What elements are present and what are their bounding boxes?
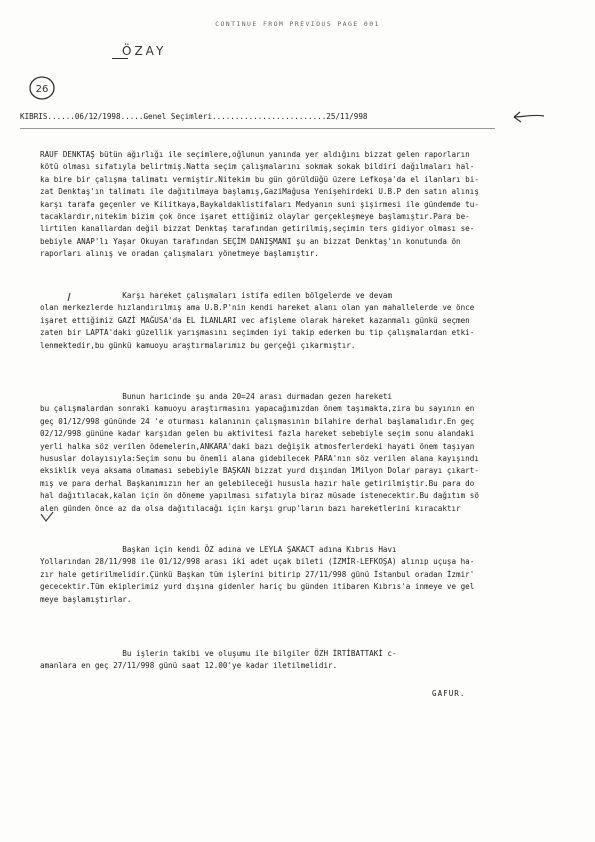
handwritten-arrow-icon	[510, 108, 546, 126]
text-line: gececektir.Tüm ekiplerimiz yurd dışına gidenler hariç bu günden itibaren Kıbrıs'a inmeye ve gel	[40, 582, 475, 592]
text-line: amanlara en geç 27/11/998 günü saat 12.00'ye kadar iletilmelidir.	[40, 661, 338, 671]
text-line: lenmektedir,bu günkü kamuoyu araştırmalarımız bu gerçeği çıkarmıştır.	[40, 340, 356, 350]
paragraph-2	[40, 290, 570, 352]
text-line: mış ve para derhal Başkanımızın her an gelebileceği hususla hazır hale getirilmiştir.Bu para do	[40, 478, 475, 488]
stamp-mark	[112, 58, 128, 59]
text-line: karşı tarafa geçenler ve Kilitkaya,Baykaldaklistifaları Medyanın suni şişirmesi ile gündemde tu-	[40, 199, 479, 209]
text-line: Karşı hareket çalışmaları istifa edilen bölgelerde ve devam	[40, 291, 393, 300]
paragraph-1	[40, 149, 570, 261]
header-rule	[20, 128, 495, 129]
text-line: ka bire bir çalışma talimatı vermiştir.Nitekim bu gün görüldüğü üzere Lefkoşa'da el ilanları bi-	[40, 174, 479, 184]
text-line: Bu işlerin takibi ve oluşumu ile bilgiler ÖZH İRTİBATTAKİ c-	[40, 649, 397, 658]
text-line: hususlar dolayısıyla:Seçim sonu bu önemli alana gidebilecek PARA'nın söz verilen alana kayışındı	[40, 453, 479, 463]
text-line: hal dağıtılacak,kalan için ön döneme yapılması sıfatıyla biraz müsade istenecektir.Bu dağıtım sö	[40, 491, 479, 501]
text-line: yerli halka söz verilen ödemelerin,ANKARA'daki bazı değişik atmosferlerdeki hayati önem taşıyan	[40, 441, 475, 451]
text-line: lirtilen kanallardan değil bizzat Denktaş tarafından getirilmiş,seçimin ters gidiyor olması se-	[40, 224, 475, 234]
text-line: RAUF DENKTAŞ bütün ağırlığı ile seçimlere,oğlunun yanında yer aldığını bizzat gelen raporların	[40, 150, 470, 159]
text-line: meye başlamıştırlar.	[40, 594, 132, 604]
text-line: bu çalışmalardan sonraki kamuoyu araştırmasını yapacağımızdan önem taşımakta,zira bu sayının en	[40, 404, 475, 414]
text-line: bebiyle ANAP'lı Yaşar Okuyan tarafından SEÇİM DANIŞMANI şu an bizzat Denktaş'ın konutunda ön	[40, 236, 461, 246]
signature: GAFUR.	[432, 689, 466, 698]
text-line: Başkan için kendi ÖZ adına ve LEYLA ŞAKACT adına Kıbrıs Havı	[40, 545, 397, 554]
text-line: geç 01/12/998 gününde 24 'e oturması kalanının çalışmasının bilahire derhal başlamalıdır.En geç	[40, 416, 475, 426]
text-line: zat Denktaş'ın talimatı ile dağıtılmaya başlamış,GaziMağusa Yenişehirdeki U.B.P den satın alınış	[40, 187, 479, 197]
text-line: Bunun haricinde şu anda 20=24 arası durmadan gezen hareketi	[40, 392, 393, 401]
circled-number: 26	[35, 84, 49, 95]
paragraph-3	[40, 391, 570, 515]
text-line: zaten bir LAPTA'daki güzellik yarışmasını seçimden iyi takip ederken bu tip çalışmalardan etki-	[40, 328, 475, 338]
text-line: alen günden önce az da olsa dağıtılacağı için karşı grup'ların bazı hareketlerini kıracaktır	[40, 503, 461, 513]
doc-header-line: KIBRIS......06/12/1998.....Genel Seçimleri.........................25/11/998	[20, 112, 368, 121]
text-line: raporları alınış ve oradan çalışmaları yönetmeye başlamıştır.	[40, 249, 319, 259]
text-line: 02/12/998 gününe kadar karşıdan gelen bu aktivitesi fazla hareket sebebiyle seçim sonu alandaki	[40, 429, 475, 439]
circled-number-mark	[28, 74, 56, 102]
paragraph-4	[40, 544, 570, 606]
text-line: Yollarından 28/11/998 ile 01/12/998 arası iki adet uçak bileti (İZMİR-LEFKOŞA) alınıp uçuşa ha-	[40, 557, 475, 567]
handwritten-stamp: ÖZAY	[122, 44, 167, 58]
text-line: eksiklik veya aksama olmaması sebebiyle BAŞKAN bizzat yurd dışından 1Milyon Dolar parayı çıkart-	[40, 466, 479, 476]
text-line: olan merkezlerde hızlandırılmış ama U.B.P'nin kendi hareket alanı olan yan mahallelerde ve önce	[40, 303, 475, 313]
text-line: kötü olması sıfatıyla belirtmiş.Natta seçim çalışmalarını sokmak sokak bildiri dağılmaları hal-	[40, 162, 475, 172]
continuation-header: CONTINUE FROM PREVIOUS PAGE 001	[215, 20, 380, 28]
paragraph-5	[40, 648, 570, 673]
text-line: zır hale getirilmelidir.Çünkü Başkan tüm işlerini bitirip 27/11/998 günü İstanbul oradan İzmir'	[40, 569, 475, 579]
text-line: tacaklardır,nitekim bizim çok önce işaret ettiğimiz olaylar gerçekleşmeye başlamıştır.Para be-	[40, 211, 470, 221]
text-line: işaret ettiğimiz GAZİ MAĞUSA'da EL İLANLARI vec afişleme olarak hareket kazanmalı günkü seçmen	[40, 315, 470, 325]
margin-check-mark	[40, 511, 54, 523]
